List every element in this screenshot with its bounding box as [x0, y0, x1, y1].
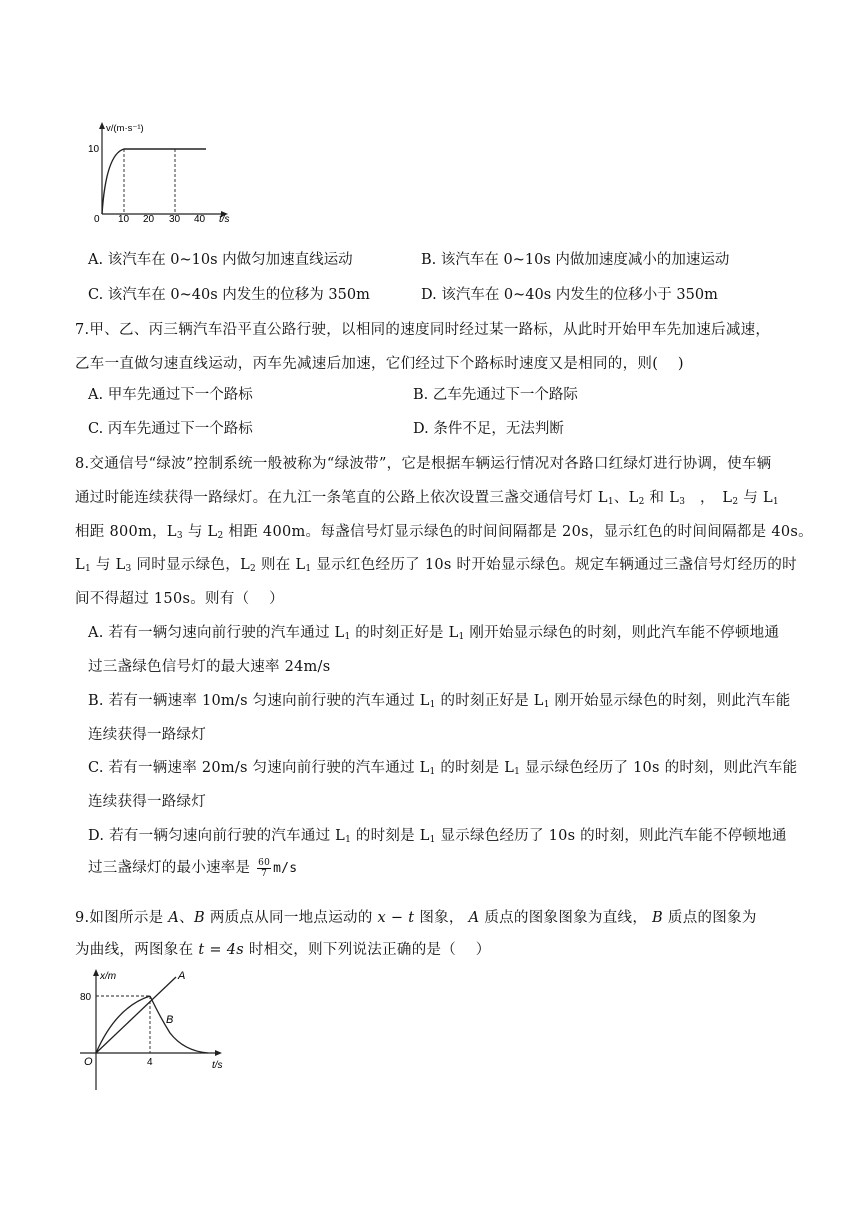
q6-option-c: C. 该汽车在 0~40s 内发生的位移为 350m	[88, 287, 370, 303]
label-a: A	[178, 970, 186, 982]
q9-stem-line1: 9.如图所示是 A、B 两质点从同一地点运动的 x − t 图象， A 质点的图象图象为直线， B 质点的图象为	[75, 910, 757, 926]
q8-option-d-line2: 过三盏绿灯的最小速率是 $\frac{60}{7}$ m/s	[88, 857, 298, 879]
y-tick-80: 80	[80, 992, 92, 1003]
q8-option-b-line2: 连续获得一路绿灯	[88, 727, 206, 743]
q8-option-a-line2: 过三盏绿色信号灯的最大速率 24m/s	[88, 659, 331, 675]
y-axis-arrow	[99, 122, 105, 129]
origin-label: O	[84, 1056, 93, 1068]
q7-option-a: A. 甲车先通过下一个路标	[88, 387, 253, 403]
q8-stem-line1: 8.交通信号“绿波”控制系统一般被称为“绿波带”，它是根据车辆运行情况对各路口红绿灯进行协调，使车辆	[75, 456, 772, 472]
q7-stem-line1: 7.甲、乙、丙三辆汽车沿平直公路行驶，以相同的速度同时经过某一路标，从此时开始甲车先加速后减速，	[75, 322, 771, 338]
q8-option-c-line2: 连续获得一路绿灯	[88, 794, 206, 810]
velocity-curve	[102, 149, 206, 214]
y-axis-label: v/(m·s⁻¹)	[106, 123, 144, 134]
velocity-time-graph	[82, 118, 242, 224]
q8-option-c-line1: C. 若有一辆速率 20m/s 匀速向前行驶的汽车通过 $L_1$ 的时刻是 $L_1$ 显示绿色经历了 10s 的时刻，则此汽车能	[88, 760, 798, 777]
x-tick-10: 10	[118, 214, 130, 224]
q6-option-a: A. 该汽车在 0~10s 内做匀加速直线运动	[88, 252, 353, 268]
x-tick-4: 4	[147, 1057, 153, 1068]
x-axis-arrow	[215, 1050, 222, 1056]
q7-option-c: C. 丙车先通过下一个路标	[88, 421, 253, 437]
y-axis-label: x/m	[100, 971, 117, 982]
q6-option-d: D. 该汽车在 0~40s 内发生的位移小于 350m	[421, 287, 718, 303]
q8-option-b-line1: B. 若有一辆速率 10m/s 匀速向前行驶的汽车通过 $L_1$ 的时刻正好是 $L_1$ 刚开始显示绿色的时刻，则此汽车能	[88, 693, 791, 710]
q8-option-d-line1: D. 若有一辆匀速向前行驶的汽车通过 $L_1$ 的时刻是 $L_1$ 显示绿色经历了 10s 的时刻，则此汽车能不停顿地通	[88, 828, 787, 845]
fraction-60-over-7: $\frac{60}{7}$	[258, 857, 271, 879]
position-time-graph	[72, 965, 232, 1095]
q8-stem-line2: 通过时能连续获得一路绿灯。在九江一条笔直的公路上依次设置三盏交通信号灯 $L_1$、$L_2$ 和 $L_3$ ， $L_2$ 与 $L_1$	[75, 490, 779, 507]
line-a	[96, 977, 176, 1053]
y-axis-arrow	[93, 969, 99, 976]
label-b: B	[166, 1014, 174, 1026]
x-axis-label: t/s	[212, 1060, 223, 1071]
q8-stem-line3: 相距 800m，$L_3$ 与 $L_2$ 相距 400m。每盏信号灯显示绿色的时间间隔都是 20s，显示红色的时间间隔都是 40s。	[75, 524, 813, 541]
q7-option-d: D. 条件不足，无法判断	[413, 421, 564, 437]
x-tick-20: 20	[143, 214, 155, 224]
x-tick-0: 0	[94, 214, 100, 224]
curve-b-fall	[150, 996, 208, 1053]
q7-stem-line2: 乙车一直做匀速直线运动，丙车先减速后加速，它们经过下个路标时速度又是相同的，则( )	[75, 356, 684, 372]
x-axis-label: t/s	[219, 214, 230, 224]
q8-stem-line4: $L_1$ 与 $L_3$ 同时显示绿色，$L_2$ 则在 $L_1$ 显示红色经历了 10s 时开始显示绿色。规定车辆通过三盏信号灯经历的时	[75, 557, 797, 574]
q7-option-b: B. 乙车先通过下一个路际	[413, 387, 578, 403]
q8-stem-line5: 间不得超过 150s。则有（ ）	[75, 591, 284, 607]
y-tick-10: 10	[88, 144, 100, 155]
x-tick-40: 40	[194, 214, 206, 224]
q9-stem-line2: 为曲线，两图象在 t = 4s 时相交，则下列说法正确的是（ ）	[75, 942, 491, 958]
x-tick-30: 30	[169, 214, 181, 224]
q6-option-b: B. 该汽车在 0~10s 内做加速度减小的加速运动	[421, 252, 730, 268]
q8-option-a-line1: A. 若有一辆匀速向前行驶的汽车通过 $L_1$ 的时刻正好是 $L_1$ 刚开始显示绿色的时刻，则此汽车能不停顿地通	[88, 625, 780, 642]
